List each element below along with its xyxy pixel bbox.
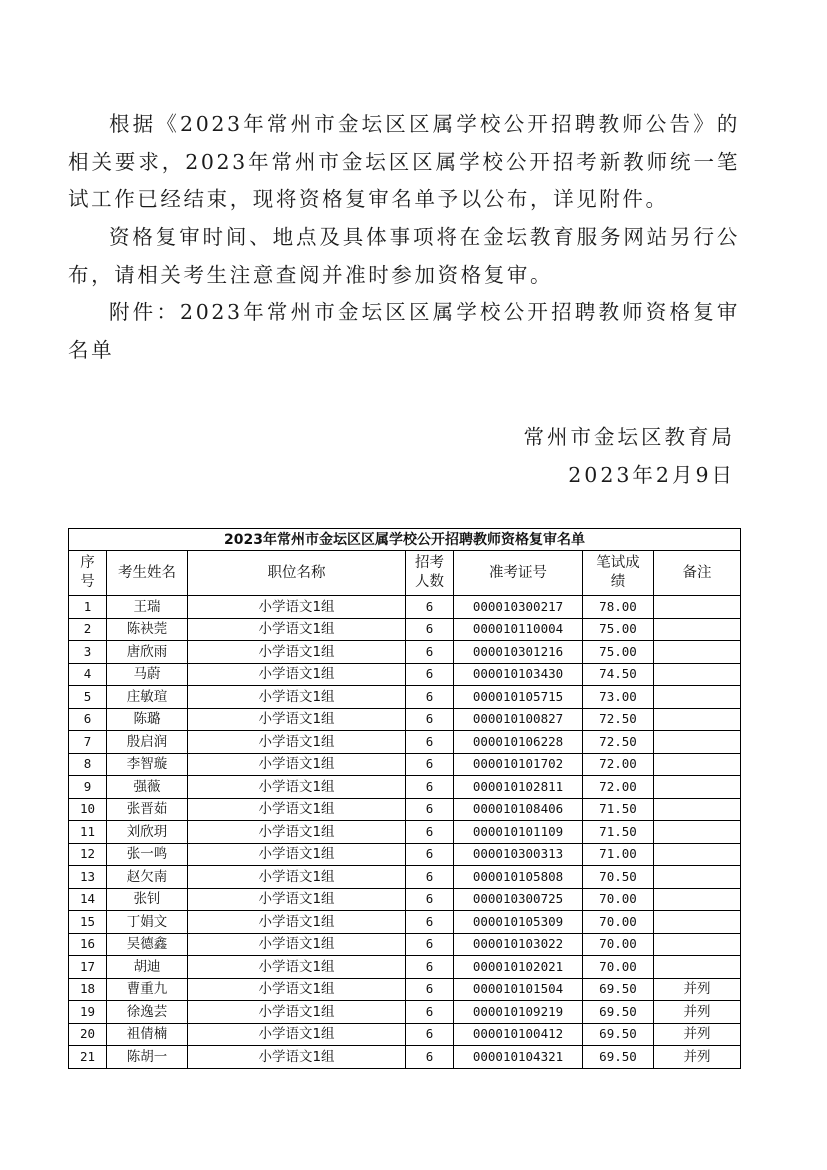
cell-quota: 6 xyxy=(406,821,454,844)
cell-score: 69.50 xyxy=(583,1001,654,1024)
cell-ticket-number: 000010102811 xyxy=(454,776,583,799)
cell-position: 小学语文1组 xyxy=(188,866,406,889)
cell-note: 并列 xyxy=(654,1023,741,1046)
cell-note xyxy=(654,686,741,709)
cell-position: 小学语文1组 xyxy=(188,888,406,911)
cell-seq: 20 xyxy=(69,1023,107,1046)
cell-ticket-number: 000010301216 xyxy=(454,641,583,664)
table-row xyxy=(69,1023,741,1046)
cell-note xyxy=(654,753,741,776)
table-row xyxy=(69,1001,741,1024)
cell-seq: 8 xyxy=(69,753,107,776)
cell-candidate-name: 殷启润 xyxy=(107,731,188,754)
table-header-row xyxy=(69,551,741,596)
qualification-review-table xyxy=(68,528,741,1069)
table-row xyxy=(69,641,741,664)
header-note xyxy=(654,551,741,596)
cell-candidate-name: 陈璐 xyxy=(107,708,188,731)
cell-position: 小学语文1组 xyxy=(188,686,406,709)
cell-seq: 5 xyxy=(69,686,107,709)
cell-candidate-name: 曹重九 xyxy=(107,978,188,1001)
cell-quota: 6 xyxy=(406,798,454,821)
cell-quota: 6 xyxy=(406,911,454,934)
cell-score: 70.00 xyxy=(583,911,654,934)
cell-note xyxy=(654,933,741,956)
cell-note xyxy=(654,821,741,844)
cell-ticket-number: 000010100412 xyxy=(454,1023,583,1046)
cell-candidate-name: 徐逸芸 xyxy=(107,1001,188,1024)
header-ticket xyxy=(454,551,583,596)
cell-score: 70.00 xyxy=(583,956,654,979)
cell-candidate-name: 陈袂莞 xyxy=(107,618,188,641)
cell-ticket-number: 000010103430 xyxy=(454,663,583,686)
table-row xyxy=(69,866,741,889)
cell-note xyxy=(654,641,741,664)
table-row xyxy=(69,843,741,866)
cell-ticket-number: 000010300217 xyxy=(454,596,583,619)
cell-note xyxy=(654,866,741,889)
cell-seq: 6 xyxy=(69,708,107,731)
header-name xyxy=(107,551,188,596)
cell-score: 73.00 xyxy=(583,686,654,709)
header-position xyxy=(188,551,406,596)
cell-position: 小学语文1组 xyxy=(188,843,406,866)
header-text: 绩 xyxy=(610,574,626,590)
cell-score: 69.50 xyxy=(583,978,654,1001)
cell-quota: 6 xyxy=(406,708,454,731)
header-text: 考生姓名 xyxy=(118,564,176,581)
cell-candidate-name: 陈胡一 xyxy=(107,1046,188,1069)
cell-candidate-name: 马蔚 xyxy=(107,663,188,686)
header-text: 序 xyxy=(80,555,95,571)
cell-seq: 7 xyxy=(69,731,107,754)
cell-quota: 6 xyxy=(406,978,454,1001)
cell-seq: 15 xyxy=(69,911,107,934)
cell-score: 72.00 xyxy=(583,776,654,799)
cell-note xyxy=(654,956,741,979)
cell-ticket-number: 000010101702 xyxy=(454,753,583,776)
cell-score: 74.50 xyxy=(583,663,654,686)
cell-candidate-name: 胡迪 xyxy=(107,956,188,979)
cell-position: 小学语文1组 xyxy=(188,1001,406,1024)
cell-quota: 6 xyxy=(406,686,454,709)
cell-quota: 6 xyxy=(406,1023,454,1046)
cell-seq: 3 xyxy=(69,641,107,664)
cell-ticket-number: 000010105808 xyxy=(454,866,583,889)
header-seq xyxy=(69,551,107,596)
table-row xyxy=(69,978,741,1001)
table-row xyxy=(69,1046,741,1069)
cell-note xyxy=(654,731,741,754)
cell-ticket-number: 000010108406 xyxy=(454,798,583,821)
cell-quota: 6 xyxy=(406,596,454,619)
cell-note xyxy=(654,843,741,866)
cell-score: 71.00 xyxy=(583,843,654,866)
table-row xyxy=(69,821,741,844)
notice-paragraph-2: 资格复审时间、地点及具体事项将在金坛教育服务网站另行公布，请相关考生注意查阅并准时参加资格复审。 xyxy=(68,225,740,287)
cell-score: 70.50 xyxy=(583,866,654,889)
cell-score: 72.50 xyxy=(583,731,654,754)
table-row xyxy=(69,933,741,956)
header-text: 人数 xyxy=(415,574,444,590)
notice-paragraph-1: 根据《2023年常州市金坛区区属学校公开招聘教师公告》的相关要求，2023年常州市金坛区区属学校公开招考新教师统一笔试工作已经结束，现将资格复审名单予以公布，详见附件。 xyxy=(68,112,740,211)
cell-note xyxy=(654,596,741,619)
table-row xyxy=(69,776,741,799)
cell-position: 小学语文1组 xyxy=(188,753,406,776)
header-text: 招考 xyxy=(415,555,444,571)
cell-seq: 16 xyxy=(69,933,107,956)
cell-note xyxy=(654,888,741,911)
cell-position: 小学语文1组 xyxy=(188,731,406,754)
table-row xyxy=(69,888,741,911)
cell-candidate-name: 张钊 xyxy=(107,888,188,911)
table-row xyxy=(69,798,741,821)
header-quota xyxy=(406,551,454,596)
cell-quota: 6 xyxy=(406,1001,454,1024)
cell-quota: 6 xyxy=(406,933,454,956)
cell-score: 78.00 xyxy=(583,596,654,619)
cell-ticket-number: 000010300313 xyxy=(454,843,583,866)
cell-note xyxy=(654,618,741,641)
cell-quota: 6 xyxy=(406,776,454,799)
attachment-paragraph: 附件：2023年常州市金坛区区属学校公开招聘教师资格复审名单 xyxy=(68,300,740,362)
header-text: 笔试成 xyxy=(596,555,640,571)
cell-score: 71.50 xyxy=(583,821,654,844)
header-text: 准考证号 xyxy=(489,564,547,581)
cell-candidate-name: 张一鸣 xyxy=(107,843,188,866)
cell-ticket-number: 000010101109 xyxy=(454,821,583,844)
table-row xyxy=(69,663,741,686)
cell-candidate-name: 祖倩楠 xyxy=(107,1023,188,1046)
header-text: 号 xyxy=(80,574,95,590)
cell-candidate-name: 丁娟文 xyxy=(107,911,188,934)
cell-candidate-name: 唐欣雨 xyxy=(107,641,188,664)
cell-position: 小学语文1组 xyxy=(188,798,406,821)
cell-seq: 17 xyxy=(69,956,107,979)
cell-position: 小学语文1组 xyxy=(188,596,406,619)
cell-seq: 1 xyxy=(69,596,107,619)
cell-note xyxy=(654,798,741,821)
cell-seq: 2 xyxy=(69,618,107,641)
cell-score: 72.50 xyxy=(583,708,654,731)
cell-candidate-name: 庄敏瑄 xyxy=(107,686,188,709)
cell-position: 小学语文1组 xyxy=(188,641,406,664)
table-row xyxy=(69,956,741,979)
cell-candidate-name: 王瑞 xyxy=(107,596,188,619)
table-title: 2023年常州市金坛区区属学校公开招聘教师资格复审名单 xyxy=(69,529,741,551)
cell-score: 69.50 xyxy=(583,1023,654,1046)
cell-ticket-number: 000010105309 xyxy=(454,911,583,934)
cell-candidate-name: 张晋茹 xyxy=(107,798,188,821)
cell-position: 小学语文1组 xyxy=(188,821,406,844)
cell-quota: 6 xyxy=(406,866,454,889)
cell-note xyxy=(654,663,741,686)
cell-seq: 11 xyxy=(69,821,107,844)
cell-score: 69.50 xyxy=(583,1046,654,1069)
cell-note: 并列 xyxy=(654,978,741,1001)
cell-seq: 21 xyxy=(69,1046,107,1069)
cell-quota: 6 xyxy=(406,618,454,641)
cell-position: 小学语文1组 xyxy=(188,911,406,934)
cell-ticket-number: 000010102021 xyxy=(454,956,583,979)
header-score xyxy=(583,551,654,596)
cell-note: 并列 xyxy=(654,1001,741,1024)
cell-ticket-number: 000010106228 xyxy=(454,731,583,754)
cell-position: 小学语文1组 xyxy=(188,956,406,979)
cell-candidate-name: 李智璇 xyxy=(107,753,188,776)
cell-quota: 6 xyxy=(406,843,454,866)
cell-position: 小学语文1组 xyxy=(188,933,406,956)
cell-quota: 6 xyxy=(406,731,454,754)
cell-position: 小学语文1组 xyxy=(188,978,406,1001)
table-row xyxy=(69,708,741,731)
table-row xyxy=(69,911,741,934)
cell-score: 71.50 xyxy=(583,798,654,821)
cell-position: 小学语文1组 xyxy=(188,618,406,641)
signature-organization: 常州市金坛区教育局 xyxy=(523,425,735,449)
cell-score: 70.00 xyxy=(583,933,654,956)
header-text: 职位名称 xyxy=(267,564,326,581)
cell-seq: 14 xyxy=(69,888,107,911)
cell-note xyxy=(654,708,741,731)
cell-candidate-name: 强薇 xyxy=(107,776,188,799)
cell-quota: 6 xyxy=(406,663,454,686)
cell-position: 小学语文1组 xyxy=(188,663,406,686)
cell-score: 75.00 xyxy=(583,618,654,641)
cell-note: 并列 xyxy=(654,1046,741,1069)
cell-ticket-number: 000010104321 xyxy=(454,1046,583,1069)
table-row xyxy=(69,731,741,754)
cell-candidate-name: 赵欠南 xyxy=(107,866,188,889)
table-row xyxy=(69,596,741,619)
cell-seq: 9 xyxy=(69,776,107,799)
cell-seq: 19 xyxy=(69,1001,107,1024)
signature-date: 2023年2月9日 xyxy=(568,463,735,487)
cell-quota: 6 xyxy=(406,956,454,979)
cell-candidate-name: 吴德鑫 xyxy=(107,933,188,956)
cell-ticket-number: 000010300725 xyxy=(454,888,583,911)
cell-seq: 10 xyxy=(69,798,107,821)
cell-quota: 6 xyxy=(406,1046,454,1069)
cell-seq: 4 xyxy=(69,663,107,686)
cell-ticket-number: 000010109219 xyxy=(454,1001,583,1024)
cell-ticket-number: 000010105715 xyxy=(454,686,583,709)
cell-ticket-number: 000010101504 xyxy=(454,978,583,1001)
cell-quota: 6 xyxy=(406,641,454,664)
table-row xyxy=(69,618,741,641)
cell-position: 小学语文1组 xyxy=(188,776,406,799)
table-body xyxy=(69,596,741,1069)
cell-ticket-number: 000010100827 xyxy=(454,708,583,731)
cell-seq: 13 xyxy=(69,866,107,889)
cell-ticket-number: 000010103022 xyxy=(454,933,583,956)
cell-score: 72.00 xyxy=(583,753,654,776)
table-row xyxy=(69,686,741,709)
cell-note xyxy=(654,776,741,799)
cell-candidate-name: 刘欣玥 xyxy=(107,821,188,844)
cell-quota: 6 xyxy=(406,753,454,776)
cell-seq: 12 xyxy=(69,843,107,866)
cell-score: 75.00 xyxy=(583,641,654,664)
cell-ticket-number: 000010110004 xyxy=(454,618,583,641)
cell-note xyxy=(654,911,741,934)
cell-quota: 6 xyxy=(406,888,454,911)
cell-position: 小学语文1组 xyxy=(188,708,406,731)
cell-score: 70.00 xyxy=(583,888,654,911)
header-text: 备注 xyxy=(682,564,712,581)
cell-position: 小学语文1组 xyxy=(188,1046,406,1069)
table-title-row xyxy=(69,529,741,551)
table-row xyxy=(69,753,741,776)
cell-seq: 18 xyxy=(69,978,107,1001)
cell-position: 小学语文1组 xyxy=(188,1023,406,1046)
